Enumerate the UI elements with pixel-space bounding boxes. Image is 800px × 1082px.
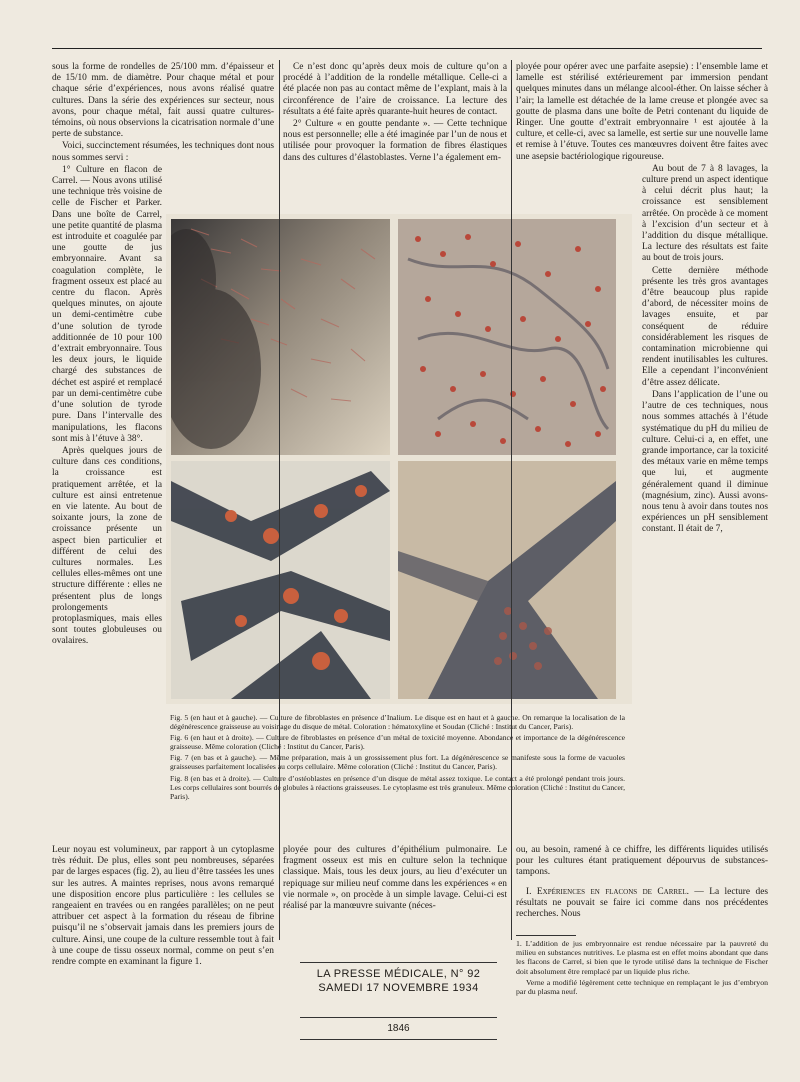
caption-fig-8: Fig. 8 (en bas et à droite). — Culture d’ostéoblastes en présence d’un disque de métal assez toxique. Le contact a été prolongé pendant trois jours. Les corps cellulaires sont bourrés de globules à réactions graisseuses. Le cytoplasme est très granuleux. Même coloration (Cliché : Institut du Cancer, Paris).: [170, 773, 625, 801]
paragraph: sous la forme de rondelles de 25/100 mm. d’épaisseur et de 15/10 mm. de diamètre. Pour chaque métal et pour chaque série d’expériences, nous avons réalisé quatre cultures. Dans la série des expériences sur secteur, nous avons, pour chaque métal, fait aussi quatre cultures-témoins, où nous observions la cicatrisation normale d’une perte de substance.: [52, 62, 274, 140]
column-3-bottom: [516, 845, 768, 920]
section-text: — La lecture des résultats ne pouvait se faire ici comme dans nos précédentes recherches. Nous: [516, 886, 768, 920]
journal-title: LA PRESSE MÉDICALE, N° 92: [316, 968, 481, 980]
section-heading: I. Expériences en flacons de Carrel.: [526, 886, 689, 897]
paragraph: 2° Culture « en goutte pendante ». — Cette technique nous est personnelle; elle a été imaginée par l’un de nous et utilisée pour provoquer la formation de fibres élastiques dans des cultures d’élastoblastes. Verne l’a également em-: [283, 119, 507, 163]
issue-date: SAMEDI 17 NOVEMBRE 1934: [318, 982, 479, 994]
page-number: 1846: [387, 1023, 410, 1034]
paragraph: Voici, succinctement résumées, les techniques dont nous nous sommes servi :: [52, 141, 274, 163]
paragraph: ou, au besoin, ramené à ce chiffre, les différents liquides utilisés pour les cultures étant pratiquement dépourvus de substances-tampons.: [516, 845, 768, 878]
caption-fig-7: Fig. 7 (en bas et à gauche). — Même préparation, mais à un grossissement plus fort. La dégénérescence se manifeste sous la forme de vacuoles graisseuses parfaitement localisées au corps cellulaire. Même coloration (Cliché : Institut du Cancer, Paris).: [170, 753, 625, 772]
figure-6-image: [398, 219, 616, 455]
caption-fig-5: Fig. 5 (en haut et à gauche). — Culture de fibroblastes en présence d’Inalium. Le disque est en haut et à gauche. On remarque la localisation de la dégénérescence graisseuse au voisinage du disque de métal. Coloration : hématoxyline et Soudan (Cliché : Institut du Cancer, Paris).: [170, 713, 625, 732]
section-paragraph: [516, 887, 768, 921]
column-2-bottom: ployée pour des cultures d’épithélium pulmonaire. Le fragment osseux est mis en culture selon la technique classique. Mais, tous les deux jours, au lieu d’exécuter un repiquage sur milieu neuf comme dans les expériences « en vie normale », on procède à un simple lavage. Celui-ci est réalisé par la manœuvre suivante (néces-: [283, 845, 507, 912]
column-2-top: [283, 62, 507, 165]
paragraph: Après quelques jours de culture dans ces conditions, la croissance est pratiquement arrêtée, et la culture est ainsi entretenue en vie latente. Au bout de soixante jours, la zone de croissance présente un aspect bien particulier et différent de celui des cultures normales. Les cellules elles-mêmes ont une structure différente : elles ne présentent plus de longs prolongements protoplasmiques, mais elles sont toutes globuleuses ou ovalaires.: [52, 445, 162, 647]
figure-5-image: [171, 219, 390, 455]
paragraph-technique-1: 1° Culture en flacon de Carrel. — Nous avons utilisé une technique très voisine de celle de Fischer et Parker. Dans une boîte de Carrel, une petite quantité de plasma est introduite et coagulée par une goutte de jus embryonnaire. Avant sa coagulation complète, le fragment osseux est placé au centre du flacon. Après quelques minutes, on ajoute un demi-centimètre cube d’une solution de tyrode additionnée de 10 pour 100 d’extrait embryonnaire. Tous les deux jours, le liquide chargé des substances de déchet est aspiré et remplacé par un demi-centimètre cube d’une solution de tyrode pure. Dans l’intervalle des manipulations, les flacons sont mis à l’étuve à 38°.: [52, 164, 162, 444]
column-divider: [511, 60, 512, 940]
figure-captions: [170, 713, 625, 803]
footnote-1: 1. L’addition de jus embryonnaire est rendue nécessaire par la pauvreté du milieu en substances nutritives. Le plasma est en effet moins abondant que dans les flacons de Carrel, si bien que le tyrode utilisé dans la technique de Fischer doit absolument être remplacé par un liquide plus riche.: [516, 939, 768, 976]
paragraph: Dans l’application de l’une ou l’autre de ces techniques, nous nous sommes attachés à l’étude systématique du pH du milieu de culture. Celui-ci a, en effet, une grande importance, car la toxicité des métaux varie en même temps que lui, et augmente généralement quand il diminue (magnésium, zinc). Aussi avons-nous tenu à avoir dans toutes nos expériences un pH sensiblement constant. Il était de 7,: [642, 389, 768, 535]
figure-plate: [166, 214, 632, 704]
paragraph: Cette dernière méthode présente les très gros avantages d’être beaucoup plus rapide d’abord, de nécessiter moins de lavages ensuite, et par conséquent de réduire considérablement les risques de contamination microbienne qui rendent inutilisables les cultures. Elle a cependant l’inconvénient d’être assez délicate.: [642, 265, 768, 388]
column-1-bottom: Leur noyau est volumineux, par rapport à un cytoplasme très réduit. De plus, elles sont peu nombreuses, séparées par de larges espaces (fig. 2), au lieu d’être tassées les unes sur les autres. A maintes reprises, nous avons remarqué une disposition encore plus particulière : les cellules se rangeaient en travées ou en rangées parallèles; on ne peut attribuer cet aspect à la formation du réseau de fibrine puisqu’il ne s’observait jamais dans les premiers jours de culture. Ainsi, une coupe de la culture ressemble tout à fait à une coupe de tissu osseux normal, comme on peut s’en rendre compte en examinant la figure 1.: [52, 845, 274, 968]
paragraph: ployée pour opérer avec une parfaite asepsie) : l’ensemble lame et lamelle est stérilisé extérieurement par immersion pendant quelques minutes dans un mélange alcool-éther. On laisse sécher à l’air; la lamelle est détachée de la lame creuse et plongée avec sa goutte de plasma dans une boîte de Petri contenant du liquide de Ringer. Une goutte d’extrait embryonnaire ¹ est ajoutée à la culture, et celle-ci, avec sa lamelle, est sertie sur une nouvelle lame et remise à l’étuve. Toutes ces manœuvres doivent être faites avec une asepsie bactériologique rigoureuse.: [516, 62, 768, 162]
paragraph: Ce n’est donc qu’après deux mois de culture qu’on a procédé à l’addition de la rondelle métallique. Celle-ci a été placée non pas au contact même de l’explant, mais à la circonférence de l’aire de croissance. La lecture des résultats a été faite après quarante-huit heures de contact.: [283, 62, 507, 117]
footnotes: [516, 935, 768, 998]
header-rule: [52, 48, 762, 49]
figure-7-image: [171, 461, 390, 699]
footnote-2: Verne a modifié légèrement cette technique en remplaçant le jus d’embryon par du plasma neuf.: [516, 977, 768, 997]
masthead: [300, 958, 497, 1044]
column-divider: [279, 60, 280, 940]
caption-fig-6: Fig. 6 (en haut et à droite). — Culture de fibroblastes en présence d’un métal de toxicité moyenne. Abondance et importance de la dégénérescence graisseuse. Même coloration (Cliché : Institut du Cancer, Paris).: [170, 733, 625, 752]
paragraph: Au bout de 7 à 8 lavages, la culture prend un aspect identique à celui décrit plus haut; la croissance est sensiblement arrêtée. On procède à ce moment à l’excision d’un secteur et à l’addition du disque métallique. La lecture des résultats est faite au bout de trois jours.: [642, 163, 768, 264]
figure-8-image: [398, 461, 616, 699]
